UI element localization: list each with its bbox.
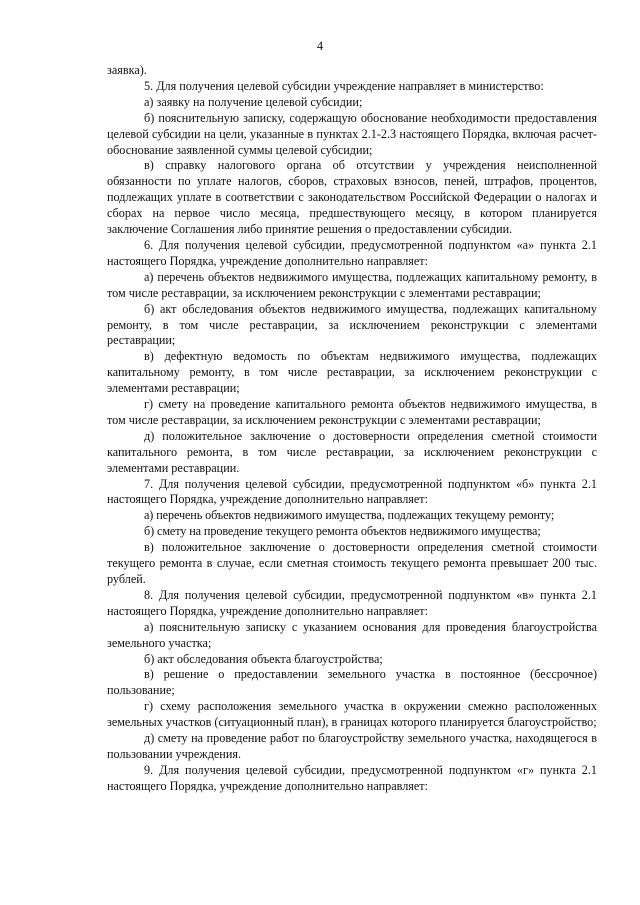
paragraph-item-5: 5. Для получения целевой субсидии учреждение направляет в министерство: (144, 78, 544, 93)
paragraph-item-8: 8. Для получения целевой субсидии, предусмотренной подпунктом «в» пункта 2.1 настоящего Порядка, учреждение дополнительно направляет: (107, 587, 597, 618)
paragraph-item-9: 9. Для получения целевой субсидии, предусмотренной подпунктом «г» пункта 2.1 настоящего Порядка, учреждение дополнительно направляет: (107, 762, 597, 793)
paragraph-8b: б) акт обследования объекта благоустройства; (144, 651, 383, 666)
paragraph-6g: г) смету на проведение капитального ремонта объектов недвижимого имущества, в том числе реставрации, за исключением реконструкции с элементами реставрации; (107, 397, 597, 427)
page-number: 4 (316, 39, 324, 53)
paragraph-continuation: заявка). (107, 63, 147, 77)
paragraph-5a: а) заявку на получение целевой субсидии; (144, 94, 363, 109)
paragraph-8v: в) решение о предоставлении земельного участка в постоянное (бессрочное) пользование; (107, 667, 597, 698)
paragraph-5b: б) пояснительную записку, содержащую обоснование необходимости предоставления целевой субсидии на цели, указанные в пунктах 2.1-2.3 настоящего Порядка, включая расчет-обоснование заявленной суммы целевой субсидии; (107, 110, 597, 157)
paragraph-6b: б) акт обследования объектов недвижимого имущества, подлежащих капитальному ремонту, в том числе реставрации, за исключением реконструкции с элементами реставрации; (107, 301, 597, 348)
paragraph-7b: б) смету на проведение текущего ремонта объектов недвижимого имущества; (144, 524, 541, 539)
paragraph-8a: а) пояснительную записку с указанием основания для проведения благоустройства земельного участка; (107, 619, 597, 650)
paragraph-item-6: 6. Для получения целевой субсидии, предусмотренной подпунктом «а» пункта 2.1 настоящего Порядка, учреждение дополнительно направляет: (107, 237, 597, 268)
paragraph-6a: а) перечень объектов недвижимого имущества, подлежащих капитальному ремонту, в том числе реставрации, за исключением реконструкции с элементами реставрации; (107, 269, 597, 300)
paragraph-5v: в) справку налогового органа об отсутствии у учреждения неисполненной обязанности по уплате налогов, сборов, страховых взносов, пеней, штрафов, процентов, подлежащих уплате в соответствии с законодательством Российской Федерации о налогах и сборах на первое число месяца, предшествующего месяцу, в котором планируется заключение Соглашения либо принятие решения о предоставлении субсидии. (107, 158, 597, 237)
paragraph-7v: в) положительное заключение о достоверности определения сметной стоимости текущего ремонта в случае, если сметная стоимость текущего ремонта превышает 200 тыс. рублей. (107, 540, 597, 586)
paragraph-8g: г) схему расположения земельного участка в окружении смежно расположенных земельных участков (ситуационный план), в границах которого планируется благоустройство; (107, 699, 597, 730)
paragraph-item-7: 7. Для получения целевой субсидии, предусмотренной подпунктом «б» пункта 2.1 настоящего Порядка, учреждение дополнительно направляет: (107, 476, 597, 507)
paragraph-6v: в) дефектную ведомость по объектам недвижимого имущества, подлежащих капитальному ремонту, в том числе реставрации, за исключением реконструкции с элементами реставрации; (107, 349, 597, 396)
paragraph-6d: д) положительное заключение о достоверности определения сметной стоимости капитального ремонта, в том числе реставрации, за исключением реконструкции с элементами реставрации. (107, 428, 597, 475)
paragraph-8d: д) смету на проведение работ по благоустройству земельного участка, находящегося в пользовании учреждения. (107, 731, 597, 761)
paragraph-7a: а) перечень объектов недвижимого имущества, подлежащих текущему ремонту; (144, 508, 555, 523)
document-body (107, 63, 597, 795)
